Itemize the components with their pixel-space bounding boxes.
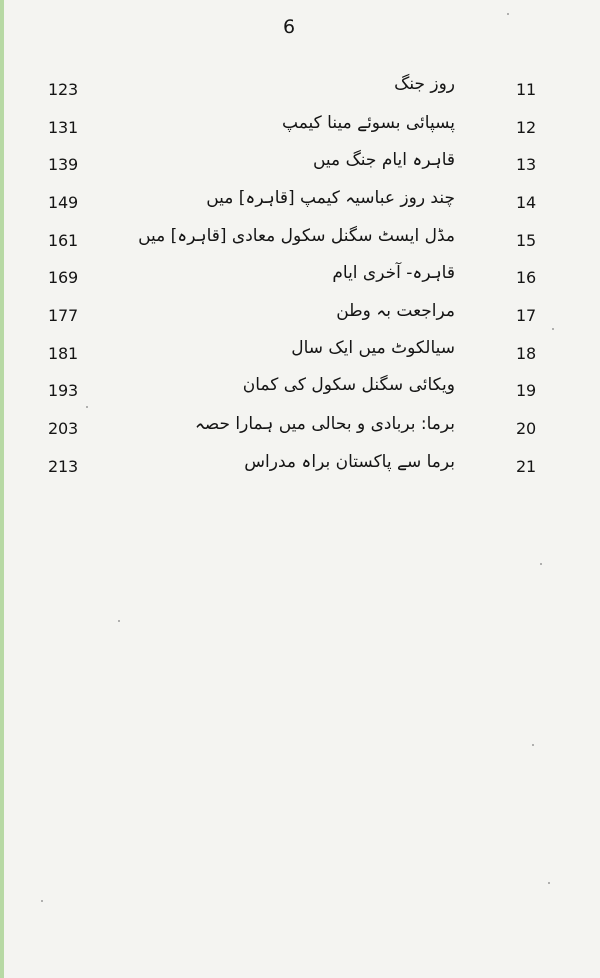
paper-speck [41,900,43,902]
paper-speck [532,744,534,746]
toc-row [0,262,600,300]
page-number: 6 [282,16,296,38]
toc-page: 123 [48,80,78,99]
toc-title: برما: بربادی و بحالی میں ہمارا حصہ [194,414,455,434]
toc-page: 169 [48,268,78,287]
toc-title: ویکائی سگنل سکول کی کمان [242,375,455,395]
toc-page: 203 [48,419,78,438]
toc-row [0,187,600,225]
toc-page: 139 [48,155,78,174]
toc-chapter-number: 21 [516,457,536,476]
toc-title: مڈل ایسٹ سگنل سکول معادی [قاہرہ] میں [138,226,455,246]
toc-page: 181 [48,344,78,363]
toc-title: مراجعت بہ وطن [336,301,455,321]
toc-title: سیالکوٹ میں ایک سال [291,338,455,358]
toc-chapter-number: 20 [516,419,536,438]
toc-page: 149 [48,193,78,212]
toc-title: قاہرہ ایام جنگ میں [312,150,455,170]
toc-chapter-number: 19 [516,381,536,400]
toc-row [0,300,600,338]
toc-title: چند روز عباسیہ کیمپ [قاہرہ] میں [206,188,455,208]
toc-chapter-number: 17 [516,306,536,325]
paper-speck [552,328,554,330]
toc-row [0,149,600,187]
toc-chapter-number: 16 [516,268,536,287]
toc-row [0,338,600,376]
toc-page: 177 [48,306,78,325]
paper-speck [86,406,88,408]
paper-speck [118,620,120,622]
toc-row [0,225,600,263]
toc-chapter-number: 18 [516,344,536,363]
toc-chapter-number: 13 [516,155,536,174]
toc-title: روز جنگ [394,74,455,94]
toc-row [0,112,600,150]
toc-row [0,74,600,112]
toc-chapter-number: 12 [516,118,536,137]
toc-chapter-number: 15 [516,231,536,250]
toc-chapter-number: 11 [516,80,536,99]
toc-chapter-number: 14 [516,193,536,212]
toc-page: 131 [48,118,78,137]
toc-page: 193 [48,381,78,400]
toc-title: قاہرہ- آخری ایام [332,263,455,283]
paper-speck [548,882,550,884]
toc-page: 213 [48,457,78,476]
toc-page: 161 [48,231,78,250]
toc-row [0,451,600,489]
toc-row [0,375,600,413]
toc-title: برما سے پاکستان براہ مدراس [244,452,455,472]
paper-speck [540,563,542,565]
toc-title: پسپائی بسوئے مینا کیمپ [282,113,455,133]
toc-row [0,413,600,451]
paper-speck [507,13,509,15]
